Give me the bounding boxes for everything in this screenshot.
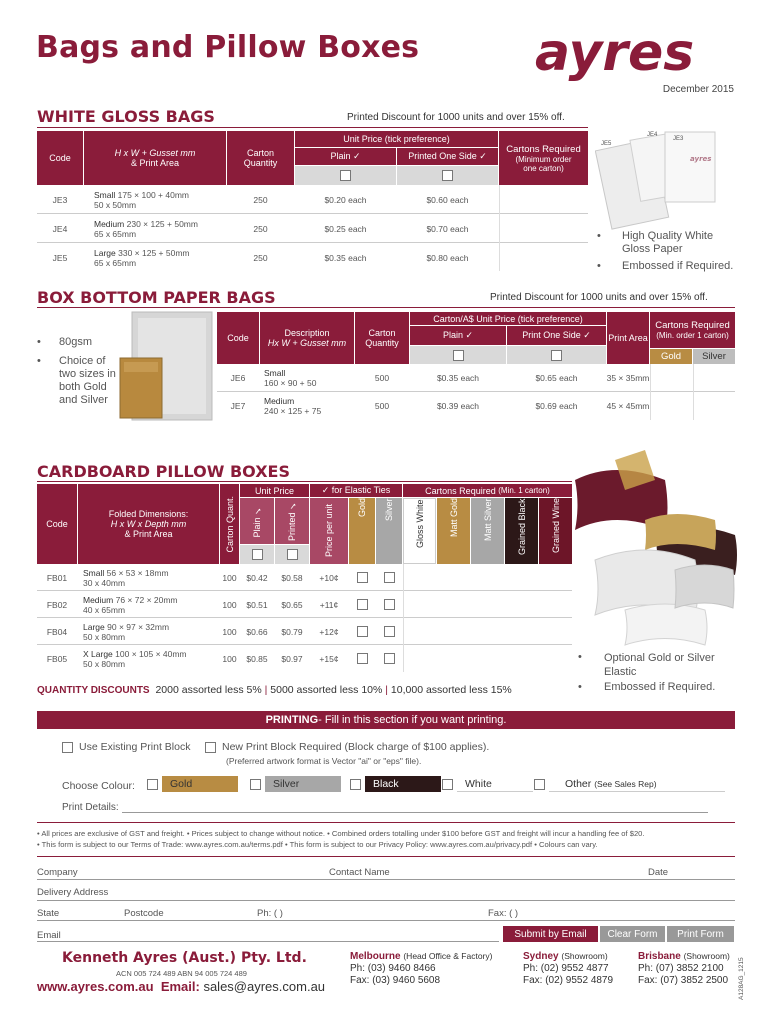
box-bottom-bags-photo <box>118 310 216 422</box>
row-plain-price: $0.66 <box>246 626 268 637</box>
col-grained-black-label: Grained Black <box>516 498 527 555</box>
print-form-button[interactable]: Print Form <box>667 926 734 942</box>
row-area: 50 x 80mm <box>83 658 126 669</box>
row-size: Medium <box>94 218 125 229</box>
row-dims <box>264 392 354 420</box>
box-bottom-bullet-2: • Choice of two sizes in both Gold and Silver <box>37 355 116 406</box>
row-code: FB01 <box>46 572 68 583</box>
box-bottom-table-header <box>217 312 735 364</box>
row-qty: 100 <box>222 572 237 583</box>
row-plain-price: $0.35 each <box>436 373 480 383</box>
col-silver: Silver <box>693 349 735 364</box>
state-postcode-phone-fax-input[interactable] <box>37 920 735 921</box>
row-dims <box>83 591 219 618</box>
row-dims <box>83 645 219 672</box>
col-unit-price: Unit Price <box>240 484 309 497</box>
office-city: Brisbane <box>638 951 681 962</box>
row-dims-value: 230 × 125 + 50mm <box>126 218 198 229</box>
quantity-discounts: QUANTITY DISCOUNTS 2000 assorted less 5% | 5000 assorted less 10% | 10,000 assorted less 15% <box>37 684 512 696</box>
printing-bar <box>37 711 735 729</box>
col-desc-line2: Hx W + Gusset mm <box>267 338 347 348</box>
artwork-note: (Preferred artwork format is Vector "ai" or "eps" file). <box>226 756 422 766</box>
row-dims <box>94 243 226 272</box>
col-carton-quant <box>220 484 239 564</box>
box-bottom-title: BOX BOTTOM PAPER BAGS <box>37 288 276 307</box>
bag-label-je5: JE5 <box>601 141 612 147</box>
col-plain-label: Plain ✓ <box>252 504 262 538</box>
row-dims-value: 90 × 97 × 32mm <box>107 621 170 632</box>
page-title: Bags and Pillow Boxes <box>36 30 420 65</box>
white-gloss-bags-photo <box>595 122 745 232</box>
col-carton <box>227 131 294 185</box>
footer-email[interactable]: sales@ayres.com.au <box>203 979 326 994</box>
print-details-label: Print Details: <box>62 802 119 813</box>
silver-elastic-checkbox[interactable] <box>376 564 402 591</box>
office-note: (Head Office & Factory) <box>403 951 493 961</box>
row-code: FB05 <box>46 653 68 664</box>
colour-black-swatch: Black <box>365 776 441 792</box>
row-qty: 250 <box>253 194 268 205</box>
printed-tick-box[interactable] <box>507 346 606 364</box>
row-area: 30 x 40mm <box>83 577 126 588</box>
col-printed: Printed One Side ✓ <box>397 148 498 165</box>
box-bottom-discount: Printed Discount for 1000 units and over 15% off. <box>490 292 708 303</box>
col-description <box>260 312 354 364</box>
contact-name-label: Contact Name <box>329 867 390 878</box>
company-label: Company <box>37 867 78 878</box>
col-carton-line1: Carton <box>368 328 396 338</box>
row-plain-price: $0.20 each <box>324 194 367 205</box>
row-dims-value: 56 × 53 × 18mm <box>106 567 169 578</box>
colour-gold-swatch: Gold <box>162 776 238 792</box>
row-dims <box>83 618 219 645</box>
white-gloss-title: WHITE GLOSS BAGS <box>37 107 215 126</box>
cartons-min-label: (Min. 1 carton) <box>498 486 550 495</box>
ayres-logo <box>533 20 733 88</box>
row-dims <box>83 564 219 591</box>
colour-silver-checkbox[interactable] <box>250 779 261 790</box>
col-printed: Print One Side ✓ <box>507 326 606 345</box>
form-code: A128AG_1215 <box>738 957 745 1000</box>
row-dims-value: 76 × 72 × 20mm <box>115 594 178 605</box>
phone-label: Ph: ( ) <box>257 908 283 919</box>
office-melbourne <box>350 950 492 987</box>
document-date: December 2015 <box>662 84 734 95</box>
col-matt-gold-label: Matt Gold <box>448 498 459 538</box>
col-price-per-unit <box>310 498 348 564</box>
row-plain-price: $0.35 each <box>324 252 367 263</box>
row-qty: 100 <box>222 626 237 637</box>
new-block-label: New Print Block Required (Block charge of $100 applies). <box>222 741 490 753</box>
row-area: 50 x 80mm <box>83 631 126 642</box>
delivery-address-label: Delivery Address <box>37 887 109 898</box>
row-dims <box>94 185 226 214</box>
terms-note-1: • All prices are exclusive of GST and freight. • Prices subject to change without notice. • Combined orders totalling under $100 before GST and freight will incur a handling fee of $20. <box>37 829 645 838</box>
colour-white-checkbox[interactable] <box>442 779 453 790</box>
row-qty: 250 <box>253 252 268 263</box>
col-dims-line2: H x W x Depth mm <box>110 519 187 529</box>
col-matt-silver <box>471 498 504 564</box>
office-note: (Showroom) <box>561 951 608 961</box>
row-elastic-price: +15¢ <box>319 653 339 664</box>
row-qty: 100 <box>222 599 237 610</box>
colour-black-option[interactable] <box>350 776 444 792</box>
colour-other-checkbox[interactable] <box>534 779 545 790</box>
footer-web-email <box>37 979 325 994</box>
col-carton-line2: Quantity <box>365 338 399 348</box>
office-brisbane <box>638 950 730 987</box>
row-elastic-price: +12¢ <box>319 626 339 637</box>
pillow-table-header <box>37 484 572 564</box>
col-elastic: ✓ for Elastic Ties <box>310 484 402 497</box>
choose-colour-label: Choose Colour: <box>62 780 135 792</box>
postcode-label: Postcode <box>124 908 164 919</box>
colour-white-swatch: White <box>457 776 533 792</box>
cartons-required-input[interactable] <box>499 185 588 271</box>
pillow-rows <box>37 564 572 672</box>
cartons-required-label: Cartons Required <box>655 320 730 331</box>
printing-bar-title: PRINTING <box>265 714 319 726</box>
fax-label: Fax: ( ) <box>488 908 519 919</box>
row-code: JE6 <box>230 373 246 383</box>
col-printed <box>275 498 309 544</box>
col-cartons-required <box>650 312 735 348</box>
col-print-area: Print Area <box>607 312 649 364</box>
col-code: Code <box>217 312 259 364</box>
office-fax: Fax: (07) 3852 2500 <box>638 975 729 986</box>
bag-logo: ayres <box>690 155 712 163</box>
row-code: JE7 <box>230 401 246 411</box>
row-code: JE5 <box>52 252 68 263</box>
col-gold-label: Gold <box>357 498 367 518</box>
submit-by-email-button[interactable]: Submit by Email <box>503 926 598 942</box>
gold-elastic-checkbox[interactable] <box>349 591 375 618</box>
col-carton-line1: Carton <box>246 148 274 158</box>
quantity-discounts-label: QUANTITY DISCOUNTS <box>37 685 150 696</box>
col-grained-wine-label: Grained Wine <box>550 498 561 554</box>
cartons-required-label: Cartons Required <box>506 143 581 155</box>
col-printed-label: Printed ✓ <box>287 500 297 542</box>
row-elastic-price: +10¢ <box>319 572 339 583</box>
col-carton-line2: Quantity <box>243 158 278 168</box>
col-plain: Plain ✓ <box>410 326 506 345</box>
col-unit-price: Carton/A$ Unit Price (tick preference) <box>410 312 606 325</box>
row-printed-price: $0.58 <box>281 572 303 583</box>
office-phone: Ph: (07) 3852 2100 <box>638 963 724 974</box>
row-code: FB02 <box>46 599 68 610</box>
row-elastic-price: +11¢ <box>319 599 339 610</box>
row-plain-price: $0.42 <box>246 572 268 583</box>
date-label: Date <box>648 867 669 878</box>
email-label: Email <box>37 930 61 941</box>
col-cartons-required <box>499 131 588 185</box>
printing-bar-text: - Fill in this section if you want printing. <box>318 714 507 726</box>
office-fax: Fax: (03) 9460 5608 <box>350 975 441 986</box>
white-gloss-bullet-2: • Embossed if Required. <box>597 260 734 272</box>
discount-5000: 5000 assorted less 10% <box>270 684 383 696</box>
row-dims <box>264 364 354 392</box>
terms-notes <box>37 828 735 850</box>
printed-tick-box[interactable] <box>275 545 309 564</box>
col-grained-black <box>505 498 538 564</box>
white-gloss-bullet-1: • High Quality White Gloss Paper <box>597 230 714 255</box>
col-code: Code <box>37 484 77 564</box>
office-city: Sydney <box>523 951 559 962</box>
row-qty: 500 <box>374 373 390 383</box>
cartons-required-label: Cartons Required <box>425 485 496 496</box>
gold-elastic-checkbox[interactable] <box>349 564 375 591</box>
col-matt-silver-label: Matt Silver <box>482 498 493 541</box>
bag-label-je4: JE4 <box>647 132 658 138</box>
col-dims <box>78 484 219 564</box>
row-size: Small <box>83 567 105 578</box>
col-dims <box>84 131 226 185</box>
row-print-area: 45 × 45mm <box>606 401 650 411</box>
discount-2000: 2000 assorted less 5% <box>155 684 262 696</box>
footer-website[interactable]: www.ayres.com.au <box>37 979 154 994</box>
box-bottom-bullet-1: • 80gsm <box>37 336 93 348</box>
cartons-min-line2: one carton) <box>523 163 564 173</box>
row-printed-price: $0.80 each <box>426 252 469 263</box>
row-printed-price: $0.65 each <box>535 373 578 383</box>
silver-cartons-input[interactable] <box>693 364 735 420</box>
company-input[interactable] <box>37 879 735 880</box>
white-gloss-discount: Printed Discount for 1000 units and over 15% off. <box>347 112 565 123</box>
cartons-min-label: (Min. order 1 carton) <box>656 331 729 340</box>
colour-gold-option[interactable] <box>147 776 241 792</box>
row-printed-price: $0.79 <box>281 626 303 637</box>
colour-other-option[interactable] <box>534 776 734 792</box>
silver-elastic-checkbox[interactable] <box>376 618 402 645</box>
email-input[interactable] <box>37 941 499 942</box>
office-phone: Ph: (02) 9552 4877 <box>523 963 609 974</box>
office-sydney <box>523 950 613 987</box>
row-size: Small <box>264 368 286 378</box>
new-block-checkbox[interactable] <box>205 742 216 753</box>
silver-elastic-checkbox[interactable] <box>376 591 402 618</box>
office-phone: Ph: (03) 9460 8466 <box>350 963 436 974</box>
footer-company-name: Kenneth Ayres (Aust.) Pty. Ltd. <box>62 950 307 966</box>
col-silver-label: Silver <box>384 498 394 521</box>
row-plain-price: $0.85 <box>246 653 268 664</box>
bag-label-je3: JE3 <box>673 136 684 142</box>
row-size: Large <box>83 621 105 632</box>
col-carton <box>355 312 409 364</box>
gold-cartons-input[interactable] <box>650 364 692 420</box>
pillow-bullet-2: • Embossed if Required. <box>578 681 716 693</box>
plain-tick-box[interactable] <box>295 166 396 185</box>
col-price-per-unit-label: Price per unit <box>324 504 334 558</box>
row-code: JE3 <box>52 194 68 205</box>
use-existing-label: Use Existing Print Block <box>79 741 191 753</box>
pillow-cartons-inputs[interactable] <box>403 564 572 672</box>
colour-silver-swatch: Silver <box>265 776 341 792</box>
gold-elastic-checkbox[interactable] <box>349 618 375 645</box>
col-gold <box>349 498 375 564</box>
col-dims-line3: & Print Area <box>124 529 173 539</box>
row-print-area: 35 × 35mm <box>606 373 650 383</box>
white-gloss-rows <box>37 185 588 272</box>
plain-tick-box[interactable] <box>240 545 274 564</box>
row-size: Medium <box>264 396 295 406</box>
gold-elastic-checkbox[interactable] <box>349 645 375 672</box>
delivery-address-input[interactable] <box>37 900 735 901</box>
col-unit-price: Unit Price (tick preference) <box>295 131 498 147</box>
colour-white-option[interactable] <box>442 776 536 792</box>
cartons-min-line1: (Minimum order <box>515 154 572 164</box>
row-printed-price: $0.69 each <box>535 401 578 411</box>
row-area: 65 x 65mm <box>94 228 137 239</box>
row-code: JE4 <box>52 223 68 234</box>
row-dims-value: 330 × 125 + 50mm <box>118 247 190 258</box>
office-fax: Fax: (02) 9552 4879 <box>523 975 614 986</box>
col-plain <box>240 498 274 544</box>
colour-black-checkbox[interactable] <box>350 779 361 790</box>
footer-acn-abn: ACN 005 724 489 ABN 94 005 724 489 <box>116 969 247 978</box>
row-qty: 250 <box>253 223 268 234</box>
new-block-option[interactable] <box>205 741 489 753</box>
box-bottom-rows <box>217 364 735 420</box>
row-qty: 100 <box>222 653 237 664</box>
printed-tick-box[interactable] <box>397 166 498 185</box>
col-gloss-white <box>403 498 436 564</box>
col-code: Code <box>37 131 83 185</box>
plain-tick-box[interactable] <box>410 346 506 364</box>
footer-email-label: Email: <box>160 979 200 994</box>
row-plain-price: $0.39 each <box>436 401 480 411</box>
col-dims-line2: & Print Area <box>130 158 180 168</box>
state-label: State <box>37 908 60 919</box>
discount-10000: 10,000 assorted less 15% <box>390 684 512 696</box>
row-size: Small <box>94 189 116 200</box>
row-printed-price: $0.97 <box>281 653 303 664</box>
col-silver <box>376 498 402 564</box>
col-dims-line1: H x W + Gusset mm <box>114 148 196 158</box>
pillow-bullet-1: • Optional Gold or Silver Elastic <box>578 651 715 678</box>
white-gloss-table-header <box>37 131 588 185</box>
row-size: Medium <box>83 594 114 605</box>
col-carton-quant-label: Carton Quant. <box>224 495 235 553</box>
row-dims-value: 160 × 90 + 50 <box>264 378 317 388</box>
row-printed-price: $0.65 <box>281 599 303 610</box>
row-size: Large <box>94 247 116 258</box>
silver-elastic-checkbox[interactable] <box>376 645 402 672</box>
pillow-boxes-photo <box>555 440 745 650</box>
row-size: X Large <box>83 648 113 659</box>
pillow-title: CARDBOARD PILLOW BOXES <box>37 462 290 481</box>
col-cartons-required <box>403 484 572 497</box>
col-plain: Plain ✓ <box>295 148 396 165</box>
colour-gold-checkbox[interactable] <box>147 779 158 790</box>
row-qty: 500 <box>374 401 390 411</box>
office-note: (Showroom) <box>683 951 730 961</box>
colour-other-label: Other <box>565 777 592 790</box>
terms-note-2: • This form is subject to our Terms of Trade: www.ayres.com.au/terms.pdf • This form is subject to our Privacy Policy: www.ayres.com.au/privacy.pdf • Colours can vary. <box>37 840 598 849</box>
row-dims-value: 100 × 105 × 40mm <box>115 648 187 659</box>
logo-text: ayres <box>535 23 695 83</box>
colour-silver-option[interactable] <box>250 776 344 792</box>
row-dims-value: 240 × 125 + 75 <box>264 406 322 416</box>
row-area: 65 x 65mm <box>94 257 137 268</box>
row-area: 40 x 65mm <box>83 604 126 615</box>
row-area: 50 x 50mm <box>94 199 137 210</box>
col-gold: Gold <box>650 349 692 364</box>
row-dims-value: 175 × 100 + 40mm <box>117 189 189 200</box>
row-dims <box>94 214 226 243</box>
row-plain-price: $0.25 each <box>324 223 367 234</box>
col-gloss-white-label: Gloss White <box>414 499 425 548</box>
colour-other-note: (See Sales Rep) <box>594 778 657 789</box>
office-city: Melbourne <box>350 951 401 962</box>
row-code: FB04 <box>46 626 68 637</box>
col-desc-line1: Description <box>284 328 330 338</box>
col-matt-gold <box>437 498 470 564</box>
print-details-input[interactable] <box>122 812 708 813</box>
use-existing-block-option[interactable] <box>62 741 190 753</box>
col-dims-line1: Folded Dimensions: <box>108 509 189 519</box>
row-printed-price: $0.60 each <box>426 194 469 205</box>
clear-form-button[interactable]: Clear Form <box>600 926 665 942</box>
row-printed-price: $0.70 each <box>426 223 469 234</box>
row-plain-price: $0.51 <box>246 599 268 610</box>
use-existing-checkbox[interactable] <box>62 742 73 753</box>
